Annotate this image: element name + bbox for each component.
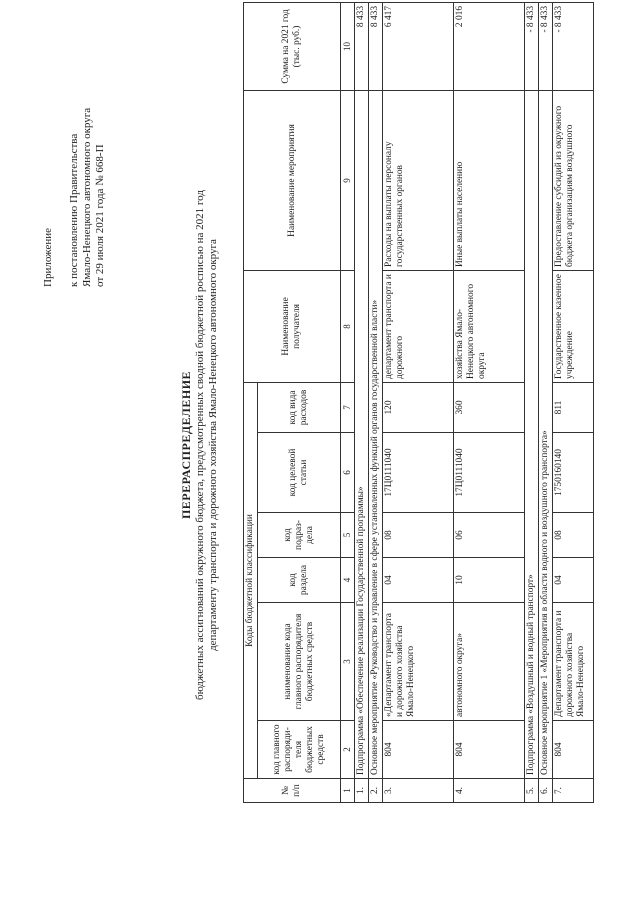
header-chief-code: код главного распоряди-теля бюджетных средств [258, 721, 341, 779]
header-event: Наименование мероприятия [244, 90, 341, 270]
table-row [539, 2, 553, 802]
row-chief-code: 804 [454, 721, 525, 779]
appendix-line-1: к постановлению Правительства [68, 133, 80, 287]
table-row [553, 2, 594, 802]
row-target: 17Ц0111040 [383, 433, 454, 513]
row-subsection: 06 [454, 513, 525, 558]
row-section: 04 [383, 558, 454, 603]
row-sum: 6 417 [383, 2, 454, 90]
col-number: 7 [341, 382, 355, 432]
header-sum: Сумма на 2021 год (тыс. руб.) [244, 2, 341, 90]
table-row [454, 2, 525, 802]
row-number: 1. [355, 779, 369, 803]
row-event-title: Основное мероприятие «Руководство и управление в сфере установленных функций органов государственной власти» [369, 90, 383, 778]
col-number: 3 [341, 603, 355, 721]
header-target: код целевой статьи [258, 433, 341, 513]
document-title: ПЕРЕРАСПРЕДЕЛЕНИЕ [179, 370, 193, 520]
table-row [355, 2, 369, 802]
col-number: 8 [341, 270, 355, 382]
row-number: 7. [553, 779, 594, 803]
row-section: 10 [454, 558, 525, 603]
row-sum: - 8 433 [539, 2, 553, 90]
row-number: 5. [525, 779, 539, 803]
row-event: Предоставление субсидий из окружного бюджета организациям воздушного [553, 90, 594, 270]
row-sum: - 8 433 [525, 2, 539, 90]
row-recipient: департамент транспорта и дорожного [383, 270, 454, 382]
row-event: Расходы на выплаты персоналу государственных органов [383, 90, 454, 270]
row-target: 1750160140 [553, 433, 594, 513]
row-number: 6. [539, 779, 553, 803]
row-subsection: 08 [383, 513, 454, 558]
header-recipient: Наименование получателя [244, 270, 341, 382]
col-number: 5 [341, 513, 355, 558]
document-subtitle-1: бюджетных ассигнований окружного бюджета, предусмотренных сводной бюджетной росписью на 2021 год [194, 190, 206, 700]
row-section: 04 [553, 558, 594, 603]
table-row [369, 2, 383, 802]
appendix-line-3: от 29 июля 2021 года № 668-П [94, 144, 106, 287]
header-codes-group: Коды бюджетной классификации [244, 382, 258, 778]
header-subsection: код подраз-дела [258, 513, 341, 558]
row-sum: - 8 433 [553, 2, 594, 90]
col-number: 9 [341, 90, 355, 270]
header-row-1 [244, 2, 258, 802]
row-chief-name: автономного округа» [454, 603, 525, 721]
row-number: 4. [454, 779, 525, 803]
header-section: код раздела [258, 558, 341, 603]
col-number: 6 [341, 433, 355, 513]
col-number: 1 [341, 779, 355, 803]
row-number: 2. [369, 779, 383, 803]
row-subprogram-title: Подпрограмма «Обеспечение реализации Государственной программы» [355, 90, 369, 778]
col-number: 2 [341, 721, 355, 779]
row-chief-code: 804 [553, 721, 594, 779]
row-sum: 2 016 [454, 2, 525, 90]
table-row [525, 2, 539, 802]
row-recipient: хозяйства Ямало-Ненецкого автономного округа [454, 270, 525, 382]
row-sum: 8 433 [355, 2, 369, 90]
row-recipient: Государственное казенное учреждение [553, 270, 594, 382]
header-expense: код вида расходов [258, 382, 341, 432]
row-expense: 360 [454, 382, 525, 432]
column-number-row [341, 2, 355, 802]
col-number: 10 [341, 2, 355, 90]
col-number: 4 [341, 558, 355, 603]
document-subtitle-2: департаменту транспорта и дорожного хозяйства Ямало-Ненецкого автономного округа [207, 239, 219, 651]
table-row [383, 2, 454, 802]
row-expense: 811 [553, 382, 594, 432]
row-target: 17Ц0111040 [454, 433, 525, 513]
header-num: № п/п [244, 779, 341, 803]
row-chief-name: «Департамент транспорта и дорожного хозяйства Ямало-Ненецкого [383, 603, 454, 721]
row-chief-code: 804 [383, 721, 454, 779]
row-event-title: Основное мероприятие 1 «Мероприятия в области водного и воздушного транспорта» [539, 90, 553, 778]
budget-table [243, 2, 594, 803]
row-event: Иные выплаты населению [454, 90, 525, 270]
header-chief-name: наименование кода главного распорядителя бюджетных средств [258, 603, 341, 721]
title-block [178, 105, 220, 785]
appendix-line-2: Ямало-Ненецкого автономного округа [81, 107, 93, 287]
appendix-label: Приложение [42, 227, 54, 287]
row-sum: 8 433 [369, 2, 383, 90]
row-expense: 120 [383, 382, 454, 432]
appendix-block [42, 47, 107, 287]
row-chief-name: Департамент транспорта и дорожного хозяйства Ямало-Ненецкого [553, 603, 594, 721]
row-number: 3. [383, 779, 454, 803]
row-subprogram-title: Подпрограмма «Воздушный и водный транспорт» [525, 90, 539, 778]
row-subsection: 08 [553, 513, 594, 558]
